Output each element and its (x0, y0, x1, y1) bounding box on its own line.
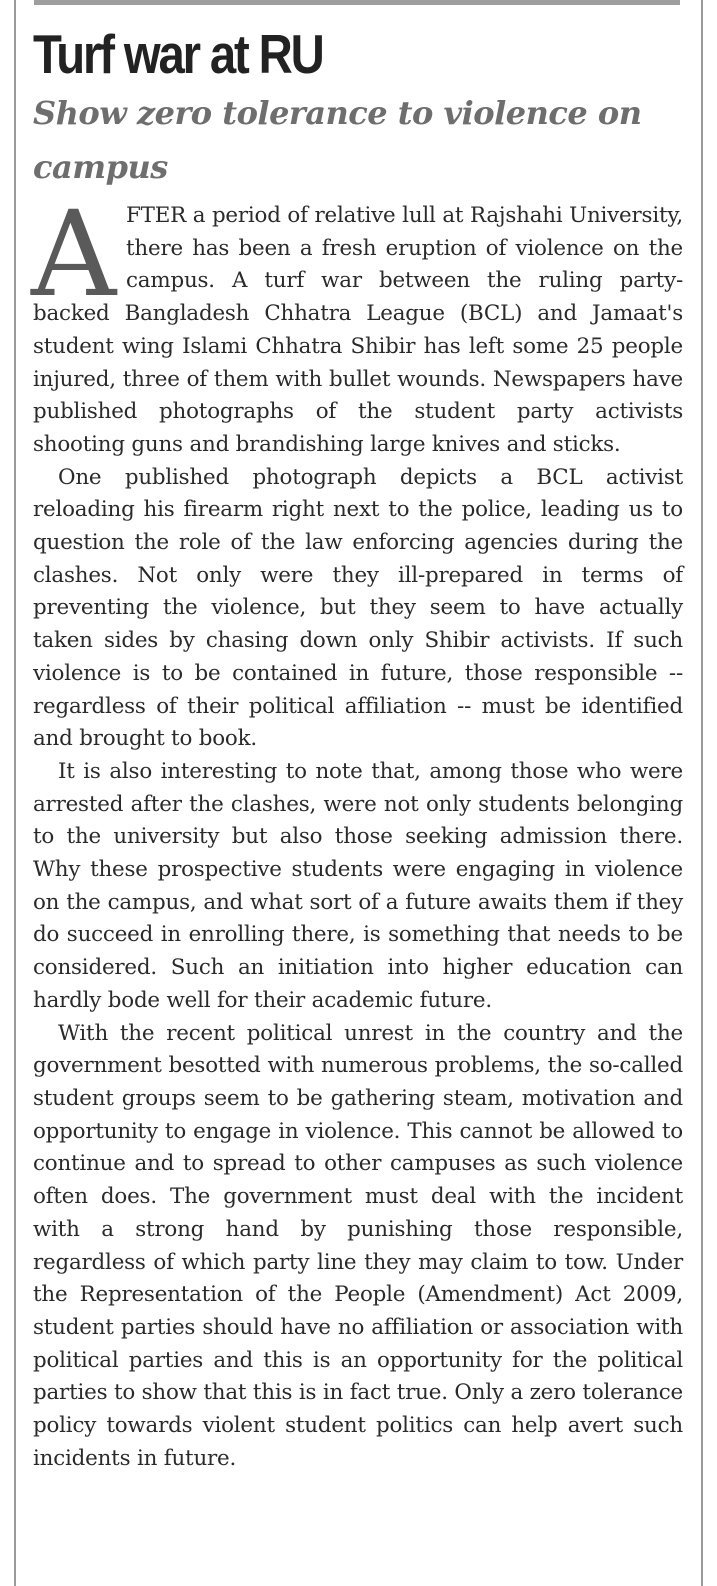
paragraph-3: It is also interesting to note that, among those who were arrested after the clashes, were not only students belonging to the university but also those seeking admission there. Why these prospective students were engaging in violence on the campus, and what sort of a future awaits them if they do succeed in enrolling there, is something that needs to be considered. Such an initiation into higher education can hardly bode well for their academic future. (33, 758, 683, 1013)
article-body (31, 185, 683, 1475)
paragraph-4: With the recent political unrest in the country and the government besotted with numerous problems, the so-called student groups seem to be gathering steam, motivation and opportunity to engage in violence. This cannot be allowed to continue and to spread to other campuses as such violence often does. The government must deal with the incident with a strong hand by punishing those responsible, regardless of which party line they may claim to tow. Under the Representation of the People (Amendment) Act 2009, student parties should have no affiliation or association with political parties and this is an opportunity for the political parties to show that this is in fact true. Only a zero tolerance policy towards violent student politics can help avert such incidents in future. (33, 1020, 683, 1471)
paragraph-1 (31, 185, 683, 462)
top-rule (34, 0, 680, 5)
paragraph-1-text: FTER a period of relative lull at Rajshahi University, there has been a fresh eruption of violence on the campus. A turf war between the ruling party-backed Bangladesh Chhatra League (BCL) and Jamaat's student wing Islami Chhatra Shibir has left some 25 people injured, three of them with bullet wounds. Newspapers have published photographs of the student party activists shooting guns and brandishing large knives and sticks. (33, 203, 683, 457)
editorial-article (33, 22, 683, 1475)
headline: Turf war at RU (33, 23, 323, 85)
paragraph-2: One published photograph depicts a BCL activist reloading his firearm right next to the police, leading us to question the role of the law enforcing agencies during the clashes. Not only were they ill-prepared in terms of preventing the violence, but they seem to have actually taken sides by chasing down only Shibir activists. If such violence is to be contained in future, those responsible -- regardless of their political affiliation -- must be identified and brought to book. (33, 464, 683, 752)
subheadline: Show zero tolerance to violence on campus (33, 94, 642, 186)
drop-cap: A (31, 185, 117, 323)
